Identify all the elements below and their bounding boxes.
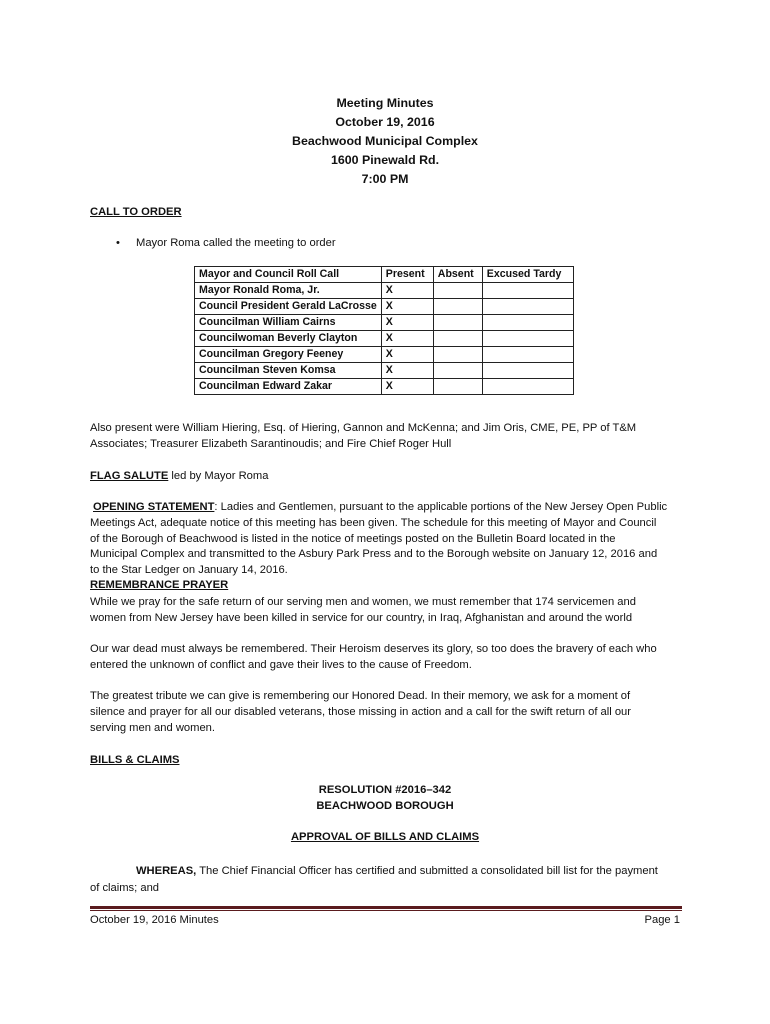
header-location: Beachwood Municipal Complex xyxy=(292,134,478,148)
also-present-line2: Associates; Treasurer Elizabeth Sarantinoudis; and Fire Chief Roger Hull xyxy=(90,438,452,450)
opening-statement-heading: OPENING STATEMENT xyxy=(93,501,215,513)
present-mark: X xyxy=(381,331,433,347)
opening-statement-line3: of the Borough of Beachwood is listed in the notice of meetings posted on the Bulletin Board located in the xyxy=(90,533,616,545)
table-row xyxy=(195,347,574,363)
remembrance-p1-line2: women from New Jersey have been killed in service for our country, in Iraq, Afghanistan and around the world xyxy=(90,612,633,624)
table-row xyxy=(195,299,574,315)
opening-statement-line1 xyxy=(93,500,693,516)
opening-statement-line4: Municipal Complex and transmitted to the Asbury Park Press and to the Borough website on January 12, 2016 and xyxy=(90,548,658,560)
footer-rule-thin xyxy=(90,910,682,911)
remembrance-p1-line1: While we pray for the safe return of our serving men and women, we must remember that 174 servicemen and xyxy=(90,596,636,608)
tardy-mark xyxy=(482,283,573,299)
member-name: Councilman Steven Komsa xyxy=(195,363,382,379)
remembrance-p3-line3: serving men and women. xyxy=(90,722,215,734)
call-to-order-item: Mayor Roma called the meeting to order xyxy=(136,237,336,249)
approval-heading: APPROVAL OF BILLS AND CLAIMS xyxy=(290,831,480,843)
member-name: Councilman Gregory Feeney xyxy=(195,347,382,363)
bills-claims-heading: BILLS & CLAIMS xyxy=(90,754,180,766)
member-name: Council President Gerald LaCrosse xyxy=(195,299,382,315)
absent-mark xyxy=(433,299,482,315)
present-mark: X xyxy=(381,283,433,299)
absent-mark xyxy=(433,347,482,363)
absent-mark xyxy=(433,379,482,395)
header-address: 1600 Pinewald Rd. xyxy=(330,153,440,167)
table-row xyxy=(195,331,574,347)
remembrance-p2-line2: entered the unknown of conflict and gave their lives to the cause of Freedom. xyxy=(90,659,472,671)
tardy-mark xyxy=(482,363,573,379)
header-absent: Absent xyxy=(433,267,482,283)
document-header xyxy=(0,94,770,189)
table-row xyxy=(195,283,574,299)
remembrance-heading: REMEMBRANCE PRAYER xyxy=(90,579,229,591)
absent-mark xyxy=(433,315,482,331)
flag-salute-heading: FLAG SALUTE xyxy=(90,470,169,482)
tardy-mark xyxy=(482,379,573,395)
opening-statement-text: : Ladies and Gentlemen, pursuant to the applicable portions of the New Jersey Open Public xyxy=(214,501,668,513)
header-roll-call: Mayor and Council Roll Call xyxy=(195,267,382,283)
footer-page-number: Page 1 xyxy=(644,914,680,926)
member-name: Councilman William Cairns xyxy=(195,315,382,331)
member-name: Mayor Ronald Roma, Jr. xyxy=(195,283,382,299)
remembrance-p3-line2: silence and prayer for all our disabled veterans, those missing in action and a call for the swift return of all our xyxy=(90,706,632,718)
present-mark: X xyxy=(381,379,433,395)
absent-mark xyxy=(433,363,482,379)
resolution-borough: BEACHWOOD BOROUGH xyxy=(316,800,454,812)
present-mark: X xyxy=(381,315,433,331)
header-title: Meeting Minutes xyxy=(336,96,434,110)
member-name: Councilwoman Beverly Clayton xyxy=(195,331,382,347)
tardy-mark xyxy=(482,315,573,331)
present-mark: X xyxy=(381,299,433,315)
table-row xyxy=(195,363,574,379)
flag-salute-text: led by Mayor Roma xyxy=(168,470,269,482)
table-row xyxy=(195,315,574,331)
call-to-order-heading: CALL TO ORDER xyxy=(90,206,182,218)
remembrance-p3-line1: The greatest tribute we can give is remembering our Honored Dead. In their memory, we ask for a moment of xyxy=(90,690,631,702)
whereas-text: The Chief Financial Officer has certified and submitted a consolidated bill list for the payment xyxy=(196,865,658,877)
table-header-row xyxy=(195,267,574,283)
footer-rule xyxy=(90,906,682,909)
resolution-number: RESOLUTION #2016–342 xyxy=(318,784,452,796)
also-present-line1: Also present were William Hiering, Esq. of Hiering, Gannon and McKenna; and Jim Oris, CME, PE, PP of T&M xyxy=(90,422,637,434)
header-time: 7:00 PM xyxy=(361,172,409,186)
absent-mark xyxy=(433,331,482,347)
opening-statement-line5: to the Star Ledger on January 14, 2016. xyxy=(90,564,288,576)
absent-mark xyxy=(433,283,482,299)
tardy-mark xyxy=(482,347,573,363)
bullet-icon: • xyxy=(116,237,120,249)
remembrance-p2-line1: Our war dead must always be remembered. Their Heroism deserves its glory, so too does the bravery of each who xyxy=(90,643,657,655)
header-excused-tardy: Excused Tardy xyxy=(482,267,573,283)
flag-salute-paragraph xyxy=(90,469,690,485)
whereas-line1 xyxy=(136,864,696,880)
whereas-line2: of claims; and xyxy=(90,882,160,894)
tardy-mark xyxy=(482,331,573,347)
present-mark: X xyxy=(381,363,433,379)
whereas-label: WHEREAS, xyxy=(136,865,197,877)
header-present: Present xyxy=(381,267,433,283)
header-date: October 19, 2016 xyxy=(335,115,435,129)
roll-call-table xyxy=(194,266,574,395)
table-row xyxy=(195,379,574,395)
member-name: Councilman Edward Zakar xyxy=(195,379,382,395)
opening-statement-line2: Meetings Act, adequate notice of this meeting has been given. The schedule for this meeting of Mayor and Council xyxy=(90,517,657,529)
footer-title: October 19, 2016 Minutes xyxy=(90,914,219,926)
tardy-mark xyxy=(482,299,573,315)
present-mark: X xyxy=(381,347,433,363)
